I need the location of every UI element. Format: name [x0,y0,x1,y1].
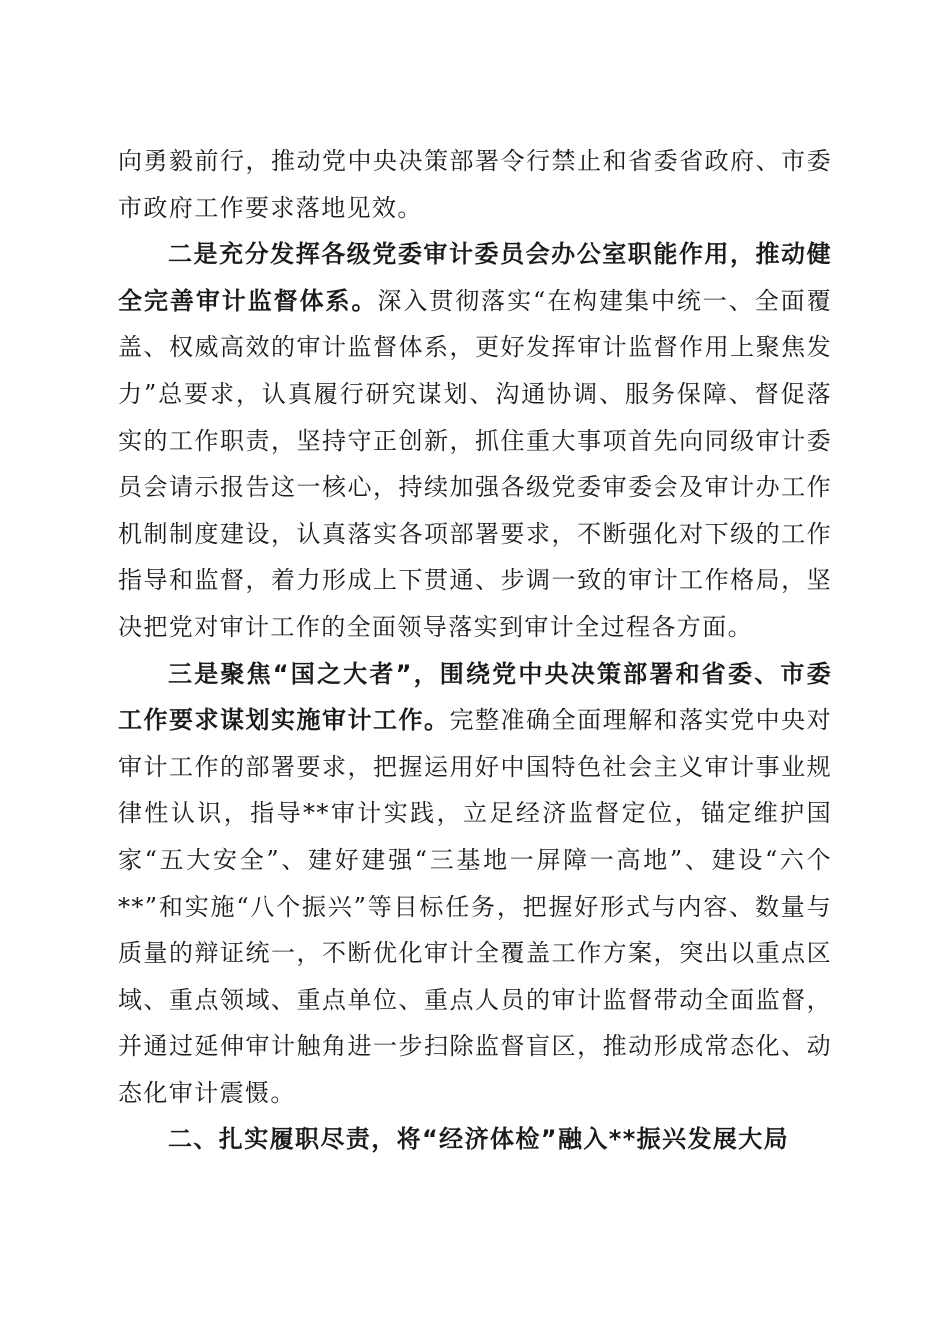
paragraph-body-text: 深入贯彻落实“在构建集中统一、全面覆盖、权威高效的审计监督体系，更好发挥审计监督作用上聚焦发力”总要求，认真履行研究谋划、沟通协调、服务保障、督促落实的工作职责，坚持守正创新，抓住重大事项首先向同级审计委员会请示报告这一核心，持续加强各级党委审委会及审计办工作机制制度建设，认真落实各项部署要求，不断强化对下级的工作指导和监督，着力形成上下贯通、步调一致的审计工作格局，坚决把党对审计工作的全面领导落实到审计全过程各方面。 [118,286,833,641]
paragraph-body-text: 完整准确全面理解和落实党中央对审计工作的部署要求，把握运用好中国特色社会主义审计事业规律性认识，指导**审计实践，立足经济监督定位，锚定维护国家“五大安全”、建好建强“三基地一屏障一高地”、建设“六个**”和实施“八个振兴”等目标任务，把握好形式与内容、数量与质量的辩证统一，不断优化审计全覆盖工作方案，突出以重点区域、重点领域、重点单位、重点人员的审计监督带动全面监督，并通过延伸审计触角进一步扫除监督盲区，推动形成常态化、动态化审计震慑。 [118,706,832,1107]
document-body [118,138,832,1163]
paragraph-focus-priorities [118,651,832,1117]
paragraph-body-text: 向勇毅前行，推动党中央决策部署令行禁止和省委省政府、市委市政府工作要求落地见效。 [118,147,832,222]
paragraph-continuation [118,138,832,231]
paragraph-audit-committee [118,231,832,650]
paragraph-lead-sentence: 三是聚焦“国之大者”，围绕党中央决策部署和省委、市委工作要求谋划实施审计工作。 [118,659,832,735]
section-heading: 二、扎实履职尽责，将“经济体检”融入**振兴发展大局 [168,1125,790,1154]
paragraph-lead-sentence: 二是充分发挥各级党委审计委员会办公室职能作用，推动健全完善审计监督体系。 [118,240,832,315]
